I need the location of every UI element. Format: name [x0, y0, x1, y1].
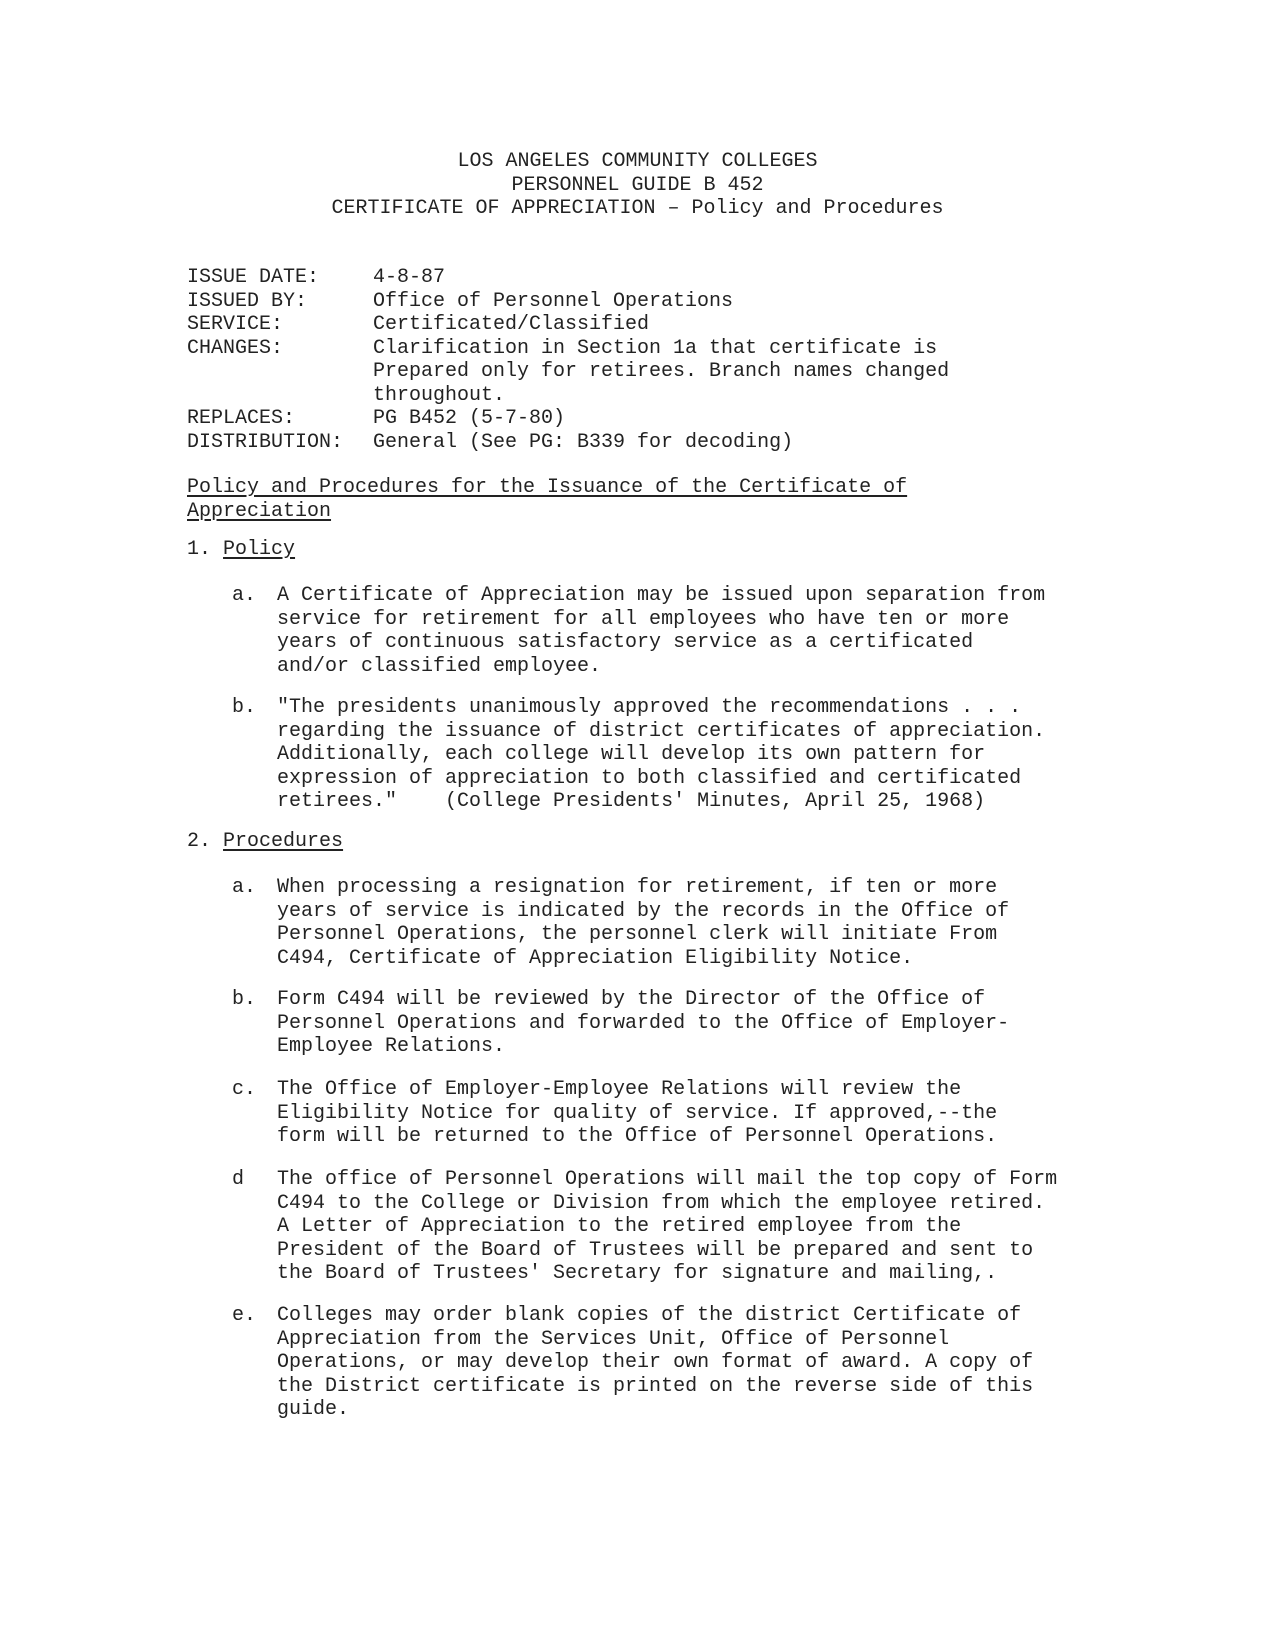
item-text: "The presidents unanimously approved the recommendations . . . regarding the issuance of district certificates of appreciation. Additionally, each college will develop its own pattern for expression of appreciation to both classified and certificated retirees." (College Presidents' Minutes, April 25, 1968): [277, 696, 1046, 813]
meta-value: Clarification in Section 1a that certificate is Prepared only for retirees. Branch names changed throughout.: [373, 336, 950, 407]
meta-row-service: [187, 313, 973, 337]
item-letter: c.: [232, 1078, 257, 1101]
meta-row-changes: [187, 337, 973, 408]
meta-value: Office of Personnel Operations: [373, 289, 734, 313]
meta-row-issued-by: [187, 290, 973, 314]
item-letter: b.: [232, 696, 257, 719]
header-guide-number: PERSONNEL GUIDE B 452: [511, 173, 764, 197]
meta-value: PG B452 (5-7-80): [373, 407, 566, 430]
section-number: 2.: [187, 830, 212, 853]
item-letter: b.: [232, 988, 257, 1011]
policy-item-a: [232, 584, 1082, 678]
section-title: Policy: [223, 538, 296, 561]
section-policy-heading: [187, 538, 295, 562]
section-number: 1.: [187, 538, 212, 561]
item-text: A Certificate of Appreciation may be issued upon separation from service for retirement for all employees who have ten or more years of continuous satisfactory service as a certificated and/or classified employee.: [277, 584, 1046, 678]
item-text: Form C494 will be reviewed by the Director of the Office of Personnel Operations and forwarded to the Office of Employer- Employee Relations.: [277, 988, 1010, 1058]
header-title: CERTIFICATE OF APPRECIATION – Policy and Procedures: [331, 197, 944, 220]
meta-row-distribution: [187, 431, 973, 455]
procedure-item-a: [232, 876, 1082, 970]
meta-value: General (See PG: B339 for decoding): [373, 430, 794, 454]
issue-metadata: [187, 266, 973, 454]
procedure-item-e: [232, 1304, 1082, 1422]
policy-item-b: [232, 696, 1082, 814]
procedure-item-b: [232, 988, 1082, 1059]
procedure-item-c: [232, 1078, 1082, 1149]
meta-value: 4-8-87: [373, 266, 446, 289]
meta-value: Certificated/Classified: [373, 313, 650, 336]
meta-label: SERVICE:: [187, 313, 284, 336]
item-letter: a.: [232, 584, 257, 607]
meta-label: ISSUE DATE:: [187, 266, 320, 289]
meta-label: CHANGES:: [187, 336, 284, 360]
item-text: The office of Personnel Operations will mail the top copy of Form C494 to the College or Division from which the employee retired. A Letter of Appreciation to the retired employee from the President of the Board of Trustees will be prepared and sent to the Board of Trustees' Secretary for signature and mailing,.: [277, 1168, 1058, 1285]
item-letter: d: [232, 1168, 245, 1191]
meta-label: REPLACES:: [187, 407, 296, 430]
item-letter: e.: [232, 1304, 257, 1327]
meta-label: DISTRIBUTION:: [187, 430, 344, 454]
section-title: Procedures: [223, 830, 344, 853]
header-organization: LOS ANGELES COMMUNITY COLLEGES: [457, 150, 818, 173]
section-procedures-heading: [187, 830, 343, 854]
procedure-item-d: [232, 1168, 1082, 1286]
document-header: [0, 150, 1275, 221]
policy-heading: Policy and Procedures for the Issuance of the Certificate of Appreciation: [187, 476, 908, 523]
meta-row-issue-date: [187, 266, 973, 290]
item-text: When processing a resignation for retirement, if ten or more years of service is indicated by the records in the Office of Personnel Operations, the personnel clerk will initiate From C494, Certificate of Appreciation Eligibility Notice.: [277, 876, 1010, 970]
item-text: Colleges may order blank copies of the district Certificate of Appreciation from the Services Unit, Office of Personnel Operations, or may develop their own format of award. A copy of the District certificate is printed on the reverse side of this guide.: [277, 1304, 1034, 1421]
meta-label: ISSUED BY:: [187, 289, 308, 313]
item-text: The Office of Employer-Employee Relations will review the Eligibility Notice for quality of service. If approved,--the form will be returned to the Office of Personnel Operations.: [277, 1078, 998, 1148]
item-letter: a.: [232, 876, 257, 899]
meta-row-replaces: [187, 407, 973, 431]
